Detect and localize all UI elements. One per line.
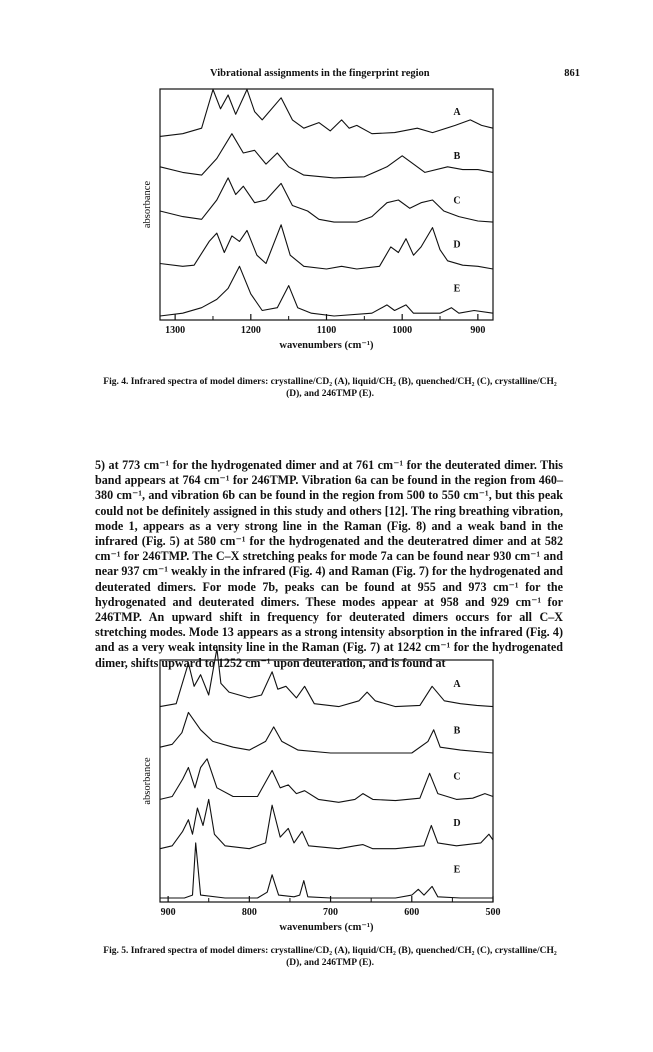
y-axis-label: absorbance <box>142 757 153 805</box>
series-label-B: B <box>453 151 461 163</box>
spectrum-line-B <box>160 712 493 753</box>
figure-5-caption: Fig. 5. Infrared spectra of model dimers: crystalline/CD₂ (A), liquid/CH₂ (B), quenched/CH₂ (C), crystalline/CH₂ (D), and 246TMP (E). <box>103 946 557 968</box>
series-label-D: D <box>453 818 461 830</box>
x-axis-label: wavenumbers (cm⁻¹) <box>279 922 374 933</box>
x-tick-label: 1100 <box>316 325 337 336</box>
series-label-A: A <box>453 106 461 118</box>
x-tick-label: 1200 <box>240 325 261 336</box>
page-number: 861 <box>564 68 580 79</box>
series-label-B: B <box>453 725 461 737</box>
spectrum-line-B <box>160 134 493 178</box>
x-tick-label: 500 <box>485 907 501 918</box>
plot-frame <box>160 89 493 320</box>
series-label-C: C <box>453 771 461 783</box>
x-tick-label: 1000 <box>392 325 413 336</box>
spectrum-line-A <box>160 90 493 137</box>
spectrum-line-D <box>160 225 493 269</box>
figure-5-chart <box>0 652 653 940</box>
x-tick-label: 700 <box>323 907 339 918</box>
y-axis-label: absorbance <box>142 180 153 229</box>
spectrum-line-E <box>160 266 493 316</box>
spectrum-line-A <box>160 649 493 707</box>
figure-4-caption: Fig. 4. Infrared spectra of model dimers: crystalline/CD₂ (A), liquid/CH₂ (B), quenched/CH₂ (C), crystalline/CH₂ (D), and 246TMP (E). <box>103 377 557 399</box>
spectrum-line-C <box>160 759 493 803</box>
body-paragraph: 5) at 773 cm⁻¹ for the hydrogenated dimer and at 761 cm⁻¹ for the deuterated dimer. This band appears at 764 cm⁻¹ for 246TMP. Vibration 6a can be found in the region from 460–380 cm⁻¹, and vibration 6b can be found in the region from 500 to 550 cm⁻¹, but this peak could not be definitely assigned in this study and others [12]. The ring breathing vibration, mode 1, appears as a very strong line in the Raman (Fig. 8) and a weak band in the infrared (Fig. 5) at 580 cm⁻¹ for the hydrogenated and the deuteratred dimer and at 582 cm⁻¹ for 246TMP. The C–X stretching peaks for mode 7a can be found near 930 cm⁻¹ and near 937 cm⁻¹ weakly in the infrared (Fig. 4) and Raman (Fig. 7) for the hydrogenated and deuterated dimers. For mode 7b, peaks can be found at 955 and 973 cm⁻¹ for the hydrogenated and deuterated dimers. These modes appear at 958 and 929 cm⁻¹ for 246TMP. An upward shift in frequency for deuterated dimers occurs for all C–X stretching modes. Mode 13 appears as a strong intensity absorption in the infrared (Fig. 4) and as a very weak intensity line in the Raman (Fig. 7) at 1242 cm⁻¹ for the hydrogenated dimer, shifts upward to 1252 cm⁻¹ upon deuteration, and is found at <box>95 458 563 670</box>
x-tick-label: 900 <box>470 325 486 336</box>
series-label-E: E <box>453 864 461 876</box>
series-label-C: C <box>453 195 461 207</box>
running-title: Vibrational assignments in the fingerprint region <box>210 68 430 79</box>
x-tick-label: 800 <box>241 907 257 918</box>
plot-frame <box>160 660 493 902</box>
spectrum-line-E <box>160 843 493 898</box>
series-label-D: D <box>453 239 461 251</box>
x-tick-label: 600 <box>404 907 420 918</box>
x-axis-label: wavenumbers (cm⁻¹) <box>279 340 374 351</box>
series-label-A: A <box>453 678 461 690</box>
x-tick-label: 900 <box>160 907 176 918</box>
spectrum-line-D <box>160 799 493 848</box>
figure-4-chart <box>0 85 653 360</box>
series-label-E: E <box>453 283 461 295</box>
x-tick-label: 1300 <box>165 325 186 336</box>
page-header <box>160 68 580 84</box>
spectrum-line-C <box>160 178 493 222</box>
